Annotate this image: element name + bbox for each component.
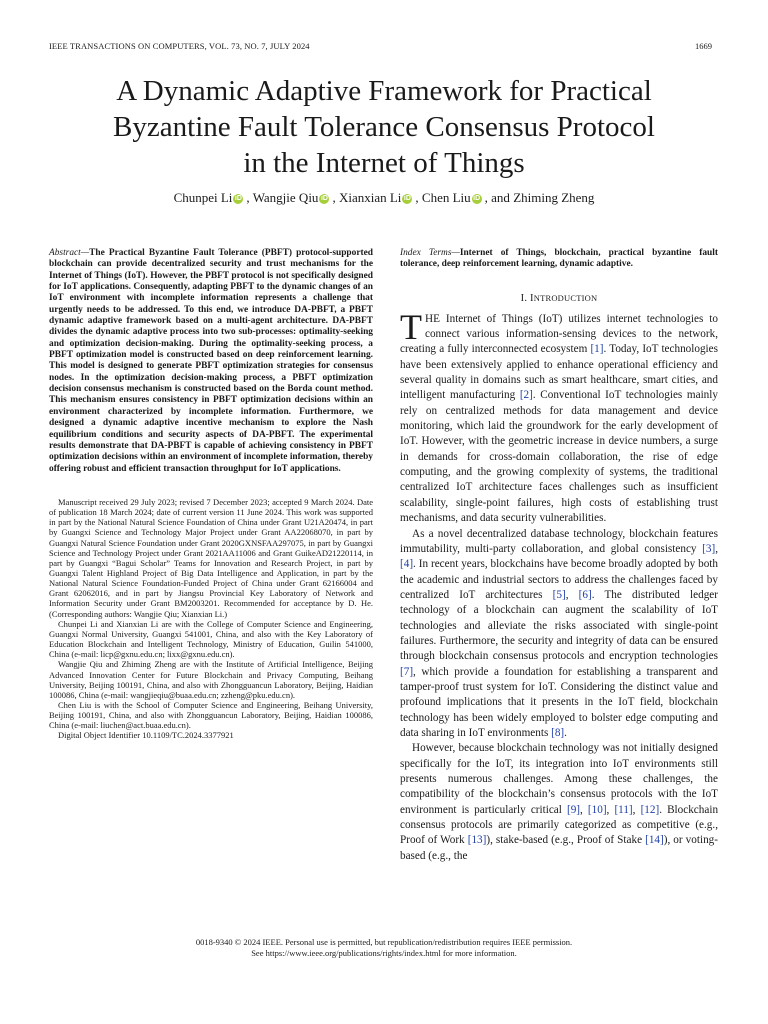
text-run: . Blockchain consensus protocols are primarily categorized as competitive (e.g., Proof of Work (400, 803, 719, 847)
text-run: ), or voting-based (e.g., the (400, 834, 718, 862)
citation-link[interactable]: [10] (587, 803, 607, 816)
author-name: Zhiming Zheng (513, 190, 595, 205)
text-run: , (715, 542, 718, 555)
drop-cap: T (400, 306, 422, 347)
text-run: . In recent years, blockchains have become broadly adopted by both the academic and industrial sectors to address the challenges faced by centralized IoT architectures (400, 558, 718, 601)
orcid-icon[interactable]: iD (234, 195, 242, 202)
right-column (400, 248, 718, 864)
text-run: , (565, 588, 579, 601)
paragraph (400, 306, 718, 527)
text-run: , (606, 803, 615, 816)
title-line: A Dynamic Adaptive Framework for Practical (116, 75, 652, 107)
rights-link-line[interactable]: See https://www.ieee.org/publications/rights/index.html for more information. (251, 948, 517, 958)
author-name: Wangjie Qiu (252, 190, 319, 205)
text-run: . Conventional IoT technologies mainly rely on centralized methods for data management and device monitoring, which laid the groundwork for the early development of IoT. However, with the geometric increase in device numbers, a surge in demands for cross-domain collaboration, the rise of edge computing, and the growing complexity of systems, the traditional centralized IoT architecture faces challenges such as insufficient scalability, single-point failures, high costs of establishing trust mechanisms, and data security vulnerabilities. (400, 389, 718, 525)
text-run: . Today, IoT technologies have been extensively applied to enhance operational efficiency and several quality in domains such as smart healthcare, smart cities, and intelligent manufacturing (400, 343, 718, 402)
author-separator: , (246, 190, 253, 205)
citation-link[interactable]: [4] (400, 558, 414, 571)
page-number: 1669 (695, 41, 712, 51)
author-list (40, 190, 728, 206)
citation-link[interactable]: [6] (578, 588, 592, 601)
index-terms-label: Index Terms— (400, 248, 460, 258)
abstract-label: Abstract— (49, 248, 90, 258)
citation-link[interactable]: [2] (519, 389, 533, 402)
citation-link[interactable]: [14] (645, 834, 664, 847)
orcid-icon[interactable]: iD (403, 195, 411, 202)
abstract (49, 248, 373, 475)
author-separator: , and (484, 190, 514, 205)
section-title-initial: I (530, 292, 534, 304)
running-header: IEEE TRANSACTIONS ON COMPUTERS, VOL. 73, NO. 7, JULY 2024 (49, 41, 310, 51)
text-run: As a novel decentralized database technology, blockchain features immutability, multi-party collaboration, and global consistency (400, 527, 718, 555)
orcid-icon[interactable]: iD (320, 195, 328, 202)
copyright-line: 0018-9340 © 2024 IEEE. Personal use is permitted, but republication/redistribution requires IEEE permission. (195, 937, 573, 947)
text-run: , (632, 803, 641, 816)
copyright-footer (40, 937, 728, 959)
author-name: Chunpei Li (173, 190, 233, 205)
footnote-manuscript: Manuscript received 29 July 2023; revised 7 December 2023; accepted 9 March 2024. Date of publication 18 March 2024; date of current version 11 June 2024. This work was supported in part by the National Natural Science Foundation of China under Grant U21A20474, in part by Guangxi Science and Technology Major Project under Grant AA22068070, in part by Guangxi Natural Science Foundation under Grant 2020GXNSFAA297075, in part by Guangxi Science and Technology Project under Grant 2021AA11006 and Grant GuikeAD21220114, in part by Guangxi “Bagui Scholar” Teams for Innovation and Research Project, in part by Guangxi Talent Highland Project of Big Data Intelligence and Application, in part by the National Natural Science Foundation-Funded Project of China under Grant 62166004 and Grant 62062016, and in part by Jiangsu Provincial Key Laboratory of Network and Information Security under Grant BM2003201. Recommended for acceptance by D. He. (Corresponding authors: Wangjie Qiu; Xianxian Li.) (49, 496, 373, 619)
index-terms-text: Internet of Things, blockchain, practical byzantine fault tolerance, deep reinforcement learning, dynamic adaptive. (400, 248, 718, 270)
citation-link[interactable]: [12] (640, 803, 660, 816)
paper-title (40, 73, 728, 181)
author-separator: , (415, 190, 422, 205)
text-run: . The distributed ledger technology of a blockchain can augment the scalability of IoT technologies and alleviate the risks associated with single-point failures. Furthermore, the security and integrity of data can be ensured through blockchain consensus protocols and encryption technologies (400, 588, 719, 663)
paragraph (400, 741, 718, 864)
footnote-affiliation: Chen Liu is with the School of Computer Science and Engineering, Beihang University, Beijing 100191, China, and also with Zhongguancun Laboratory, Beijing, Haidian 100086, China (e-mail: liuchen@act.buaa.edu.cn). (49, 700, 373, 731)
footnotes (49, 497, 373, 741)
author-name: Chen Liu (421, 190, 471, 205)
citation-link[interactable]: [5] (552, 588, 566, 601)
text-run: , (580, 803, 588, 816)
citation-link[interactable]: [9] (566, 803, 581, 816)
footnote-doi[interactable]: Digital Object Identifier 10.1109/TC.2024.3377921 (58, 730, 234, 741)
text-run: , which provide a foundation for establishing a transparent and tamper-proof trust system for IoT. Considering the distinct value and profound implications that it presents in the IoT field, blockchain technology has been widely employed to bolster edge computing and data sharing in IoT environments (400, 665, 718, 739)
section-heading (400, 293, 718, 304)
citation-link[interactable]: [7] (400, 665, 414, 678)
text-run: HE Internet of Things (IoT) utilizes internet technologies to connect various information-sensing devices to the network, creating a fully interconnected ecosystem (400, 312, 718, 356)
author-separator: , (332, 190, 339, 205)
footnote-affiliation: Wangjie Qiu and Zhiming Zheng are with the Institute of Artificial Intelligence, Beijing Advanced Innovation Center for Future Blockchain and Privacy Computing, Beihang University, Beijing 100191, China, and also with Zhongguancun Laboratory, Beijing, Haidian 100086, China (e-mail: wangjieqiu@buaa.edu.cn; zzheng@pku.edu.cn). (49, 659, 373, 700)
introduction-body (400, 306, 719, 864)
citation-link[interactable]: [8] (551, 726, 565, 739)
text-run: ), stake-based (e.g., Proof of Stake (486, 834, 646, 847)
left-column (49, 248, 373, 741)
section-number: I. (520, 292, 531, 304)
title-line: Byzantine Fault Tolerance Consensus Protocol (113, 111, 655, 143)
text-run: However, because blockchain technology was not initially designed specifically for the IoT, its integration into IoT environments still presents numerous challenges. Among these challenges, the compatibility of the blockchain’s consensus protocols with the IoT environment is particularly critical (400, 742, 718, 816)
footnote-affiliation: Chunpei Li and Xianxian Li are with the College of Computer Science and Engineering, Guangxi Normal University, Guangxi 541001, China, and also with the Key Laboratory of Education Blockchain and Intelligent Technology, Ministry of Education, Guilin 541000, China (e-mail: licp@gxnu.edu.cn; lixx@gxnu.edu.cn). (49, 618, 373, 660)
citation-link[interactable]: [3] (702, 542, 716, 555)
section-title-rest: NTRODUCTION (533, 292, 598, 303)
orcid-icon[interactable]: iD (473, 195, 481, 202)
abstract-text: The Practical Byzantine Fault Tolerance (PBFT) protocol-supported blockchain can provide decentralized security and trust mechanisms for the Internet of Things (IoT). However, the PBFT protocol is not specifically designed for IoT applications. Consequently, adapting PBFT to the dynamic changes of an IoT environment with incomplete information represents a challenge that urgently needs to be addressed. To this end, we introduce DA-PBFT, a PBFT dynamic adaptive framework based on a multi-agent architecture. DA-PBFT divides the dynamic adaptive process into two sub-processes: optimality-seeking and optimization decision-making. During the optimality-seeking process, a PBFT optimization model is constructed based on deep reinforcement learning. This model is designed to generate PBFT optimization strategies for consensus nodes. In the optimization decision-making process, a PBFT optimization decision consensus mechanism is constructed based on the Borda count method. This mechanism ensures consistency in PBFT optimization decisions within an environment characterized by incomplete information. Furthermore, we designed a dynamic adaptive incentive mechanism to explore the Nash equilibrium conditions and security aspects of DA-PBFT. The experimental results demonstrate that DA-PBFT is capable of achieving consistency in PBFT optimization decisions within an environment of incomplete information, thereby offering robust and efficient transaction throughput for IoT applications. (49, 248, 373, 474)
index-terms (400, 248, 718, 271)
citation-link[interactable]: [13] (467, 834, 487, 847)
citation-link[interactable]: [1] (590, 343, 604, 356)
citation-link[interactable]: [11] (614, 803, 633, 816)
author-name: Xianxian Li (338, 190, 402, 205)
title-line: in the Internet of Things (243, 147, 525, 179)
paragraph (400, 527, 718, 742)
text-run: . (564, 726, 567, 739)
